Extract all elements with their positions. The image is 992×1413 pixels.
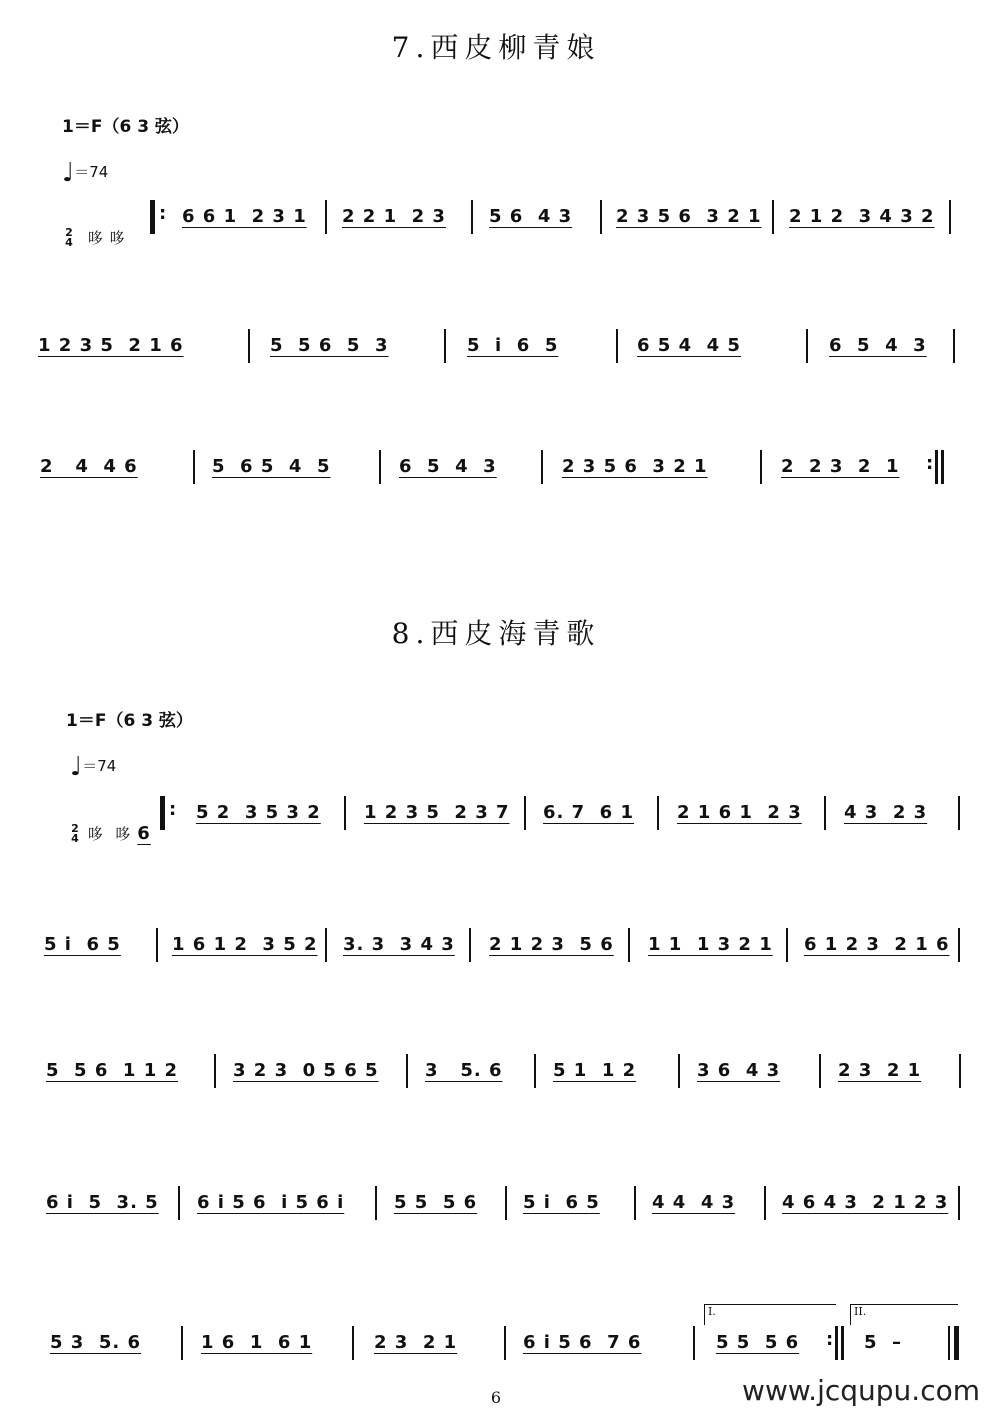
- tempo-value: ＝74: [82, 757, 117, 775]
- watermark: www.jcqupu.com: [742, 1374, 980, 1407]
- barline: [352, 1326, 354, 1360]
- measure: 2 2 1 2 3: [342, 206, 446, 227]
- measure: 1 1 1 3 2 1: [648, 934, 773, 955]
- barline: [156, 928, 158, 962]
- barline: [616, 329, 618, 363]
- final-barline-thin: [948, 1326, 950, 1360]
- repeat-start-barline: [150, 200, 170, 234]
- measure: 5 5 5 6: [716, 1332, 800, 1353]
- barline: [524, 796, 526, 830]
- piece-7-title: 7.西皮柳青娘: [391, 31, 601, 64]
- measure: 3 2 3 0 5 6 5: [233, 1060, 379, 1081]
- barline: [379, 450, 381, 484]
- measure: 1 2 3 5 2 3 7: [364, 802, 510, 823]
- measure: 6 i 5 3. 5: [46, 1192, 159, 1213]
- time-signature: 2 4: [71, 822, 80, 845]
- measure: 5 6 4 3: [489, 206, 573, 227]
- barline: [958, 1186, 960, 1220]
- barline: [193, 450, 195, 484]
- first-ending-bracket: I.: [704, 1304, 836, 1325]
- barline: [806, 329, 808, 363]
- time-signature: 2 4: [65, 226, 74, 249]
- measure: 2 1 2 3 5 6: [489, 934, 614, 955]
- piece-7-row-3: [0, 456, 992, 496]
- final-barline-thick: [954, 1326, 959, 1360]
- measure: 2 3 5 6 3 2 1: [616, 206, 762, 227]
- page-number: 6: [490, 1388, 502, 1407]
- barline: [375, 1186, 377, 1220]
- barline: [325, 928, 327, 962]
- measure: 1 6 1 2 3 5 2: [172, 934, 318, 955]
- barline: [325, 200, 327, 234]
- measure: 5 5 6 5 3: [270, 335, 389, 356]
- piece-8-row-2: [0, 934, 992, 974]
- barline: [214, 1054, 216, 1088]
- measure: 3 5. 6: [425, 1060, 503, 1081]
- barline: [471, 200, 473, 234]
- barline: [772, 200, 774, 234]
- barline: [764, 1186, 766, 1220]
- barline: [178, 1186, 180, 1220]
- barline: [444, 329, 446, 363]
- measure: 6 i 5 6 7 6: [523, 1332, 642, 1353]
- piece-8-tempo: [70, 752, 116, 782]
- measure: 5 5 6 1 1 2: [46, 1060, 179, 1081]
- barline: [505, 1186, 507, 1220]
- barline: [634, 1186, 636, 1220]
- piece-8-key: 1＝F（6 3 弦）: [66, 711, 193, 731]
- barline: [406, 1054, 408, 1088]
- piece-7-tempo: [62, 158, 108, 188]
- barline: [819, 1054, 821, 1088]
- measure: 6. 7 6 1: [543, 802, 635, 823]
- barline: [541, 450, 543, 484]
- measure: 3 6 4 3: [697, 1060, 781, 1081]
- measure: 5 3 5. 6: [50, 1332, 142, 1353]
- barline: [248, 329, 250, 363]
- quarter-note-icon: ♩: [62, 158, 75, 188]
- barline: [504, 1326, 506, 1360]
- measure: 5 i 6 5: [523, 1192, 600, 1213]
- piece-7-row-2: [0, 335, 992, 375]
- measure: 5 6 5 4 5: [212, 456, 331, 477]
- barline: [959, 1054, 961, 1088]
- measure: 2 1 2 3 4 3 2: [789, 206, 935, 227]
- intro-text: 哆 哆: [87, 825, 132, 843]
- measure: 4 4 4 3: [652, 1192, 736, 1213]
- row-prefix: [42, 802, 151, 865]
- barline: [953, 329, 955, 363]
- measure: 6 1 2 3 2 1 6: [804, 934, 950, 955]
- row-prefix: [36, 206, 132, 269]
- measure: 5 –: [864, 1332, 903, 1353]
- piece-7-row-1: [0, 206, 992, 249]
- measure: 2 2 3 2 1: [781, 456, 900, 477]
- measure: 2 1 6 1 2 3: [677, 802, 802, 823]
- barline: [958, 796, 960, 830]
- repeat-start-barline: [160, 796, 180, 830]
- piece-8-row-3: [0, 1060, 992, 1100]
- barline: [181, 1326, 183, 1360]
- measure: 5 2 3 5 3 2: [196, 802, 321, 823]
- measure: 3. 3 3 4 3: [343, 934, 455, 955]
- measure: 5 5 5 6: [394, 1192, 478, 1213]
- measure: 6 5 4 3: [829, 335, 927, 356]
- piece-8-title: 8.西皮海青歌: [391, 617, 601, 650]
- pickup-note: 6: [137, 823, 151, 844]
- measure: 6 5 4 4 5: [637, 335, 741, 356]
- measure: 2 3 5 6 3 2 1: [562, 456, 708, 477]
- piece-8-row-5: [0, 1305, 992, 1372]
- measure: 2 4 4 6: [40, 456, 138, 477]
- quarter-note-icon: ♩: [70, 752, 83, 782]
- barline: [534, 1054, 536, 1088]
- measure: 6 6 1 2 3 1: [182, 206, 307, 227]
- measure: 4 6 4 3 2 1 2 3: [782, 1192, 949, 1213]
- barline: [958, 928, 960, 962]
- barline: [693, 1326, 695, 1360]
- barline: [657, 796, 659, 830]
- measure: 5 i 6 5: [44, 934, 121, 955]
- measure: 2 3 2 1: [838, 1060, 922, 1081]
- barline: [628, 928, 630, 962]
- barline: [760, 450, 762, 484]
- barline: [344, 796, 346, 830]
- measure: 1 2 3 5 2 1 6: [38, 335, 184, 356]
- piece-7-key: 1＝F（6 3 弦）: [62, 117, 189, 137]
- barline: [469, 928, 471, 962]
- second-ending-bracket: II.: [850, 1304, 958, 1325]
- measure: 1 6 1 6 1: [201, 1332, 313, 1353]
- measure: 5 1 1 2: [553, 1060, 637, 1081]
- measure: 6 i 5 6 i 5 6 i: [197, 1192, 345, 1213]
- piece-8-row-4: [0, 1192, 992, 1232]
- measure: 4 3 2 3: [844, 802, 928, 823]
- repeat-end-barline: [826, 1326, 848, 1360]
- repeat-end-barline: [926, 450, 948, 484]
- intro-text: 哆 哆: [87, 229, 126, 247]
- barline: [600, 200, 602, 234]
- piece-8-row-1: [0, 802, 992, 845]
- measure: 5 i 6 5: [467, 335, 559, 356]
- measure: 6 5 4 3: [399, 456, 497, 477]
- barline: [949, 200, 951, 234]
- barline: [786, 928, 788, 962]
- tempo-value: ＝74: [74, 163, 109, 181]
- measure: 2 3 2 1: [374, 1332, 458, 1353]
- barline: [678, 1054, 680, 1088]
- barline: [824, 796, 826, 830]
